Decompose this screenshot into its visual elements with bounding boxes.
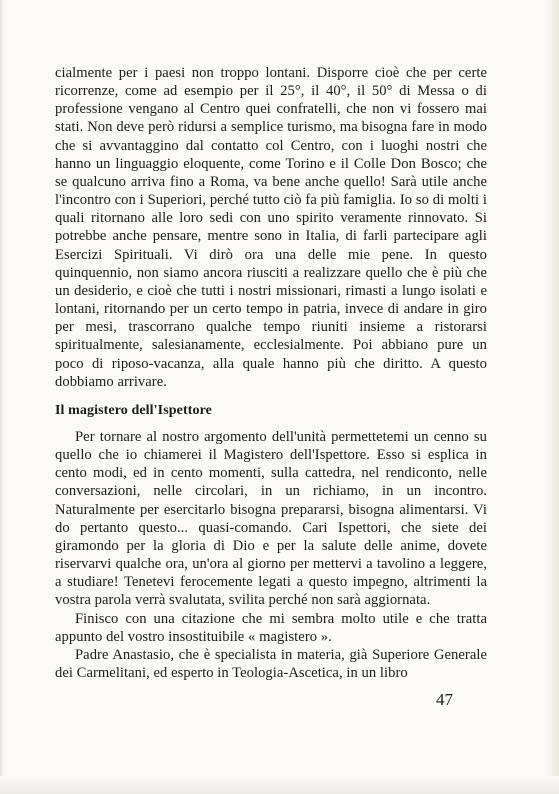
- paragraph: Padre Anastasio, che è specialista in materia, già Superiore Generale dei Carmelitani, ed esperto in Teologia-Ascetica, in un libro: [55, 646, 487, 682]
- scan-shadow-left: [0, 0, 4, 794]
- page-number: 47: [436, 690, 453, 709]
- paragraph: Finisco con una citazione che mi sembra molto utile e che tratta appunto del vostro insostituibile « magistero ».: [55, 610, 487, 645]
- scan-shadow-bottom: [0, 776, 559, 794]
- paragraph-continuation: cialmente per i paesi non troppo lontani. Disporre cioè che per certe ricorrenze, come ad esempio per il 25°, il 40°, il 50° di Messa o di professione vengano al Centro quei confratelli, che non vi fossero mai stati. Non deve però ridursi a semplice turismo, ma bisogna fare in modo che si avvantaggino dal contatto col Centro, con i luoghi nostri che hanno un linguaggio eloquente, come Torino e il Colle Don Bosco; che se qualcuno arriva fino a Roma, va bene anche quello! Sarà utile anche l'incontro con i Superiori, perché tutto ciò fa più famiglia. Io so di molti i quali ritornano alle loro sedi con uno spirito veramente rinnovato. Si potrebbe anche pensare, mentre sono in Italia, di farli partecipare agli Esercizi Spirituali. Vi dirò ora una delle mie pene. In questo quinquennio, non siamo ancora riusciti a realizzare quello che è più che un desiderio, e cioè che tutti i nostri missionari, rimasti a lungo isolati e lontani, ritornando per un certo tempo in patria, invece di andare in giro per mesi, trascorrano qualche tempo riuniti insieme a ristorarsi spiritualmente, salesianamente, ecclesialmente. Poi abbiano pure un poco di riposo-vacanza, alla quale hanno più che diritto. A questo dobbiamo arrivare.: [55, 65, 487, 390]
- scan-shadow-right: [545, 0, 559, 794]
- body-text-top: [55, 64, 487, 391]
- body-text-bottom: [55, 428, 487, 682]
- paragraph: Per tornare al nostro argomento dell'unità permettetemi un cenno su quello che io chiamerei il Magistero dell'Ispettore. Esso si esplica in cento modi, ed in cento momenti, sulla cattedra, nel rendiconto, nelle conversazioni, nelle circolari, in un richiamo, in un incontro. Naturalmente per esercitarlo bisogna prepararsi, bisogna alimentarsi. Vi do pertanto questo... quasi-comando. Cari Ispettori, che siete dei giramondo per la gloria di Dio e per la salute delle anime, dovete riservarvi qualche ora, un'ora al giorno per mettervi a tavolino a leggere, a studiare! Tenetevi ferocemente legati a questo impegno, altrimenti la vostra parola verrà svalutata, svilita perché non sarà aggiornata.: [55, 429, 487, 609]
- section-heading: Il magistero dell'Ispettore: [55, 403, 212, 418]
